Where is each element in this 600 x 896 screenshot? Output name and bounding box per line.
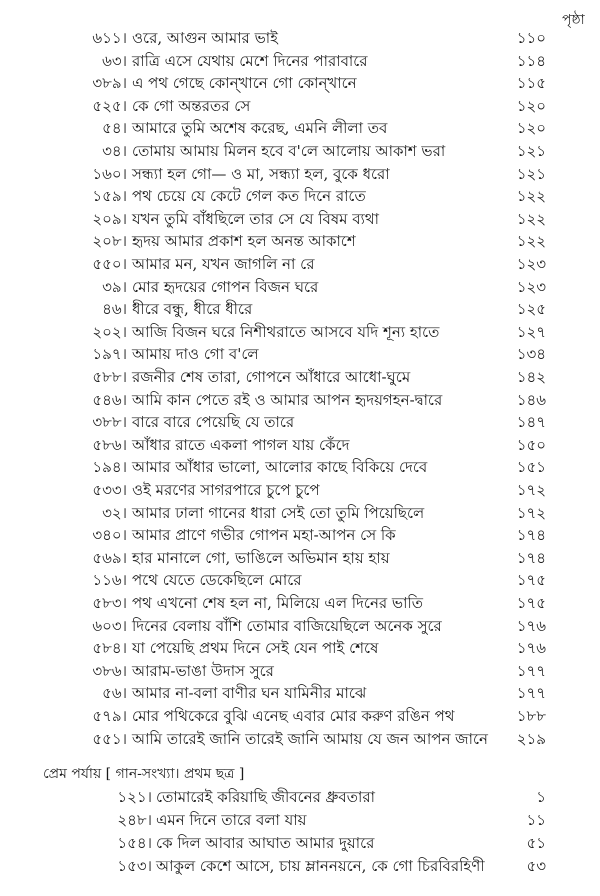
index-entry [0, 50, 600, 72]
page-number: ১৮৮ [516, 707, 546, 725]
song-title: আমারে তুমি অশেষ করেছ, এমনি লীলা তব [132, 119, 388, 138]
page-number: ১২৩ [516, 255, 546, 273]
page-number: ১২০ [516, 96, 546, 115]
index-entry [0, 786, 600, 808]
song-title: রজনীর শেষ তারা, গোপনে আঁধারে আধো-ঘুমে [132, 368, 411, 386]
song-title: আমার না-বলা বাণীর ঘন যামিনীর মাঝে [132, 684, 367, 703]
song-number: ৪৬। [102, 300, 127, 319]
page-number: ১১ [526, 811, 546, 829]
index-entry [0, 95, 600, 117]
song-title: হার মানালে গো, ভাঙিলে অভিমান হায় হায় [132, 548, 390, 567]
page-number: ১৭৬ [516, 616, 546, 635]
page-number: ২১৯ [516, 729, 546, 748]
song-title: আমি তারেই জানি তারেই জানি আমায় যে জন আপন জানে [132, 729, 488, 748]
song-number: ৬০৩। [92, 616, 127, 635]
page-number: ১৭৪ [516, 548, 546, 567]
song-title: আমায় দাও গো ব'লে [132, 345, 259, 364]
index-entry [0, 809, 600, 831]
song-title: রাত্রি এসে যেথায় মেশে দিনের পারাবারে [132, 51, 368, 70]
song-number: ২০২। [92, 322, 127, 341]
page-number: ১৪৭ [516, 413, 546, 432]
song-number: ৩৪। [102, 142, 127, 160]
page-number: ১২১ [516, 142, 546, 160]
song-title: মোর হৃদয়ের গোপন বিজন ঘরে [132, 277, 319, 296]
song-number: ৫৪৬। [92, 390, 127, 409]
page-number: ১১৪ [516, 51, 546, 70]
page-number: ১২২ [516, 209, 546, 228]
page-number: ১২২ [516, 232, 546, 251]
index-entry [0, 276, 600, 298]
song-number: ২০৮। [92, 232, 127, 251]
page-number: ১৫১ [516, 458, 546, 477]
page-number: ১৭৭ [516, 684, 546, 703]
song-title: হৃদয় আমার প্রকাশ হল অনন্ত আকাশে [132, 232, 356, 251]
song-title: আজি বিজন ঘরে নিশীথরাতে আসবে যদি শূন্য হাতে [132, 322, 440, 341]
song-number: ১৫৪। [117, 834, 152, 852]
song-number: ১১৬। [92, 571, 127, 590]
song-title: সন্ধ্যা হল গো— ও মা, সন্ধ্যা হল, বুকে ধরো [132, 164, 390, 183]
song-title: যখন তুমি বাঁধছিলে তার সে যে বিষম ব্যথা [132, 209, 379, 228]
song-number: ১৯৪। [92, 458, 127, 477]
index-entry [0, 321, 600, 343]
index-entry [0, 728, 600, 750]
page-number: ১৩৪ [516, 345, 546, 364]
song-number: ৩৮৬। [92, 661, 127, 680]
song-title: পথ চেয়ে যে কেটে গেল কত দিনে রাতে [132, 187, 366, 206]
index-entry [0, 185, 600, 207]
index-entry [0, 117, 600, 139]
song-title: তোমারেই করিয়াছি জীবনের ধ্রুবতারা [156, 788, 375, 806]
page-number: ১৭৬ [516, 639, 546, 658]
index-entry [0, 524, 600, 546]
song-title: পথ এখনো শেষ হল না, মিলিয়ে এল দিনের ভাতি [132, 594, 424, 612]
index-entry [0, 163, 600, 185]
song-number: ৫৮৮। [92, 368, 127, 386]
index-entry [0, 434, 600, 456]
song-number: ৫৫০। [92, 255, 127, 273]
page-number: ১৭২ [516, 481, 546, 499]
page-number: ১ [536, 788, 546, 806]
index-entry [0, 569, 600, 591]
song-title: আমার আঁধার ভালো, আলোর কাছে বিকিয়ে দেবে [132, 458, 428, 477]
song-title: ধীরে বন্ধু, ধীরে ধীরে [132, 300, 253, 319]
page-number: ১২০ [516, 119, 546, 138]
page-number: ১২২ [516, 187, 546, 206]
song-number: ৩৮৯। [92, 74, 127, 93]
index-entry [0, 366, 600, 388]
song-number: ৫৩৩। [92, 481, 127, 499]
page-number: ১৪২ [516, 368, 546, 386]
page-number: ১৭২ [516, 503, 546, 522]
song-number: ৬১১। [92, 29, 127, 47]
song-number: ৫৮৬। [92, 435, 127, 454]
song-number: ৫২৫। [92, 96, 127, 115]
song-title: দিনের বেলায় বাঁশি তোমার বাজিয়েছিলে অনেক সুরে [132, 616, 442, 635]
index-entry [0, 479, 600, 501]
song-title: আকুল কেশে আসে, চায় ম্লাননয়নে, কে গো চিরবিরহিণী [156, 857, 485, 875]
index-entry [0, 298, 600, 320]
page-number: ১২১ [516, 164, 546, 183]
song-title: আমার ঢালা গানের ধারা সেই তো তুমি পিয়েছিলে [132, 503, 425, 522]
index-entry [0, 230, 600, 252]
page-number: ৫৩ [526, 857, 546, 875]
song-number: ১৫৯। [92, 187, 127, 206]
page-number: ১৭৭ [516, 661, 546, 680]
index-entry [0, 27, 600, 49]
song-title: কে দিল আবার আঘাত আমার দুয়ারে [156, 834, 375, 852]
song-title: আঁধার রাতে একলা পাগল যায় কেঁদে [132, 435, 350, 454]
page-number: ১২৭ [516, 322, 546, 341]
index-entry [0, 705, 600, 727]
song-number: ৫৬। [102, 684, 127, 703]
song-number: ৫৮৪। [92, 639, 127, 658]
page-column-header: পৃষ্ঠা [562, 12, 585, 28]
index-entry [0, 140, 600, 162]
index-entry [0, 832, 600, 854]
page-number: ১২৩ [516, 277, 546, 296]
song-number: ১৬০। [92, 164, 127, 183]
index-entry [0, 253, 600, 275]
index-entry [0, 855, 600, 877]
song-title: এমন দিনে তারে বলা যায় [156, 811, 307, 829]
index-entry [0, 615, 600, 637]
index-entry [0, 456, 600, 478]
song-title: এ পথ গেছে কোন্‌খানে গো কোন্‌খানে [132, 74, 357, 93]
song-title: বারে বারে পেয়েছি যে তারে [132, 413, 295, 432]
song-title: আরাম-ভাঙা উদাস সুরে [132, 661, 274, 680]
index-entry [0, 72, 600, 94]
page-number: ৫১ [526, 834, 546, 852]
song-number: ৫৪। [102, 119, 127, 138]
song-number: ২০৯। [92, 209, 127, 228]
song-number: ৫৬৯। [92, 548, 127, 567]
page-number: ১৪৬ [516, 390, 546, 409]
song-title: তোমায় আমায় মিলন হবে ব'লে আলোয় আকাশ ভরা [132, 142, 446, 160]
index-entry [0, 660, 600, 682]
song-title: মোর পথিকেরে বুঝি এনেছ এবার মোর করুণ রঙিন পথ [132, 707, 455, 725]
page-number: ১৫০ [516, 435, 546, 454]
index-entry [0, 682, 600, 704]
index-entry [0, 389, 600, 411]
song-number: ১৫৩। [117, 857, 152, 875]
page-number: ১৭৪ [516, 526, 546, 545]
index-entry [0, 411, 600, 433]
song-number: ৬৩। [102, 51, 127, 70]
index-entry [0, 502, 600, 524]
song-number: ১২১। [117, 788, 152, 806]
page-number: ১১০ [516, 29, 546, 47]
page-number: ১১৫ [516, 74, 546, 93]
index-entry [0, 637, 600, 659]
song-number: ৩২। [102, 503, 127, 522]
song-number: ৫৫১। [92, 729, 127, 748]
song-number: ৩৯। [102, 277, 127, 296]
page-number: ১৭৫ [516, 594, 546, 612]
song-number: ১৯৭। [92, 345, 127, 364]
song-title: কে গো অন্তরতর সে [132, 96, 251, 115]
song-number: ৫৮৩। [92, 594, 127, 612]
index-entry [0, 208, 600, 230]
song-title: আমার মন, যখন জাগলি না রে [132, 255, 315, 273]
song-number: ৩৮৮। [92, 413, 127, 432]
index-entry [0, 547, 600, 569]
index-entry [0, 592, 600, 614]
song-title: আমি কান পেতে রই ও আমার আপন হৃদয়গহন-দ্বারে [132, 390, 443, 409]
song-title: আমার প্রাণে গভীর গোপন মহা-আপন সে কি [132, 526, 396, 545]
song-number: ৫৭৯। [92, 707, 127, 725]
song-number: ২৪৮। [117, 811, 152, 829]
song-title: ওই মরণের সাগরপারে চুপে চুপে [132, 481, 320, 499]
page-number: ১৭৫ [516, 571, 546, 590]
song-number: ৩৪০। [92, 526, 127, 545]
page-number: ১২৫ [516, 300, 546, 319]
song-title: পথে যেতে ডেকেছিলে মোরে [132, 571, 302, 590]
song-title: যা পেয়েছি প্রথম দিনে সেই যেন পাই শেষে [132, 639, 379, 658]
index-entry [0, 343, 600, 365]
song-title: ওরে, আগুন আমার ভাই [132, 29, 278, 47]
section-heading: প্রেম পর্যায় [ গান-সংখ্যা। প্রথম ছত্র ] [43, 766, 245, 782]
